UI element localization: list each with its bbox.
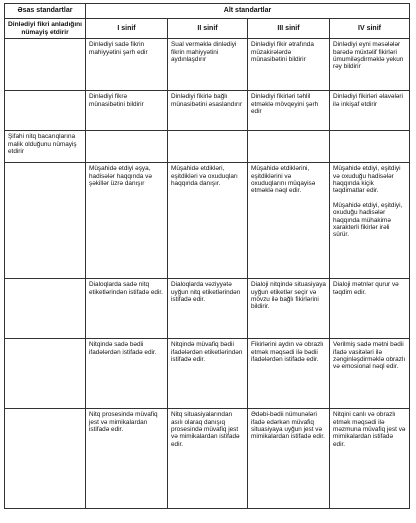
s2-label-cell-4 [5, 409, 86, 509]
s2-r2-g1: Dialoqlarda sadə nitq etiketlərindən istifadə edir. [86, 279, 168, 339]
s1-r2-g3: Dinlədiyi fikirləri təhlil etməklə mövqeyini şərh edir [248, 91, 330, 131]
s2-r2-g3: Dialoji nitqində situasiyaya uyğun etiketlər seçir və mövzu ilə bağlı fikirlərini bildirir. [248, 279, 330, 339]
s2-r4-g4: Nitqini canlı və obrazlı etmək məqsədi ilə məzmuna müvafiq jest və mimikalardan istifadə edir. [330, 409, 410, 509]
s1-r1-g3: Dinlədiyi fikir ətrafında müzakirələrdə münasibətini bildirir [248, 39, 330, 91]
s2-r1-g4 [330, 163, 410, 279]
section1-label-cell-2 [5, 91, 86, 131]
grade-header-3: III sinif [248, 19, 330, 39]
s2-r1-g1: Müşahidə etdiyi əşya, hadisələr haqqında və şəkillər üzrə danışır [86, 163, 168, 279]
s2-r2-g2: Dialoqlarda vəziyyətə uyğun nitq etiketlərindən istifadə edir. [168, 279, 248, 339]
s2-blank-2 [168, 131, 248, 163]
s2-r1-g3: Müşahidə etdiklərini, eşitdiklərini və oxuduqlarını müqayisə etməklə nəql edir. [248, 163, 330, 279]
s2-r1-g4b: Müşahidə etdiyi, eşitdiyi, oxuduğu hadisələr haqqında mühakimə xarakterli fikirlər irəli sürür. [333, 201, 403, 239]
grade-header-4: IV sinif [330, 19, 410, 39]
s2-label-cell-2 [5, 279, 86, 339]
s1-r1-g1: Dinlədiyi sadə fikrin mahiyyətini şərh edir [86, 39, 168, 91]
s2-label-cell-1 [5, 163, 86, 279]
header-alt-standartlar: Alt standartlar [86, 4, 410, 19]
s2-r3-g2: Nitqində müvafiq bədii ifadələrdən etiketlərindən istifadə edir. [168, 339, 248, 409]
s2-r3-g4: Verilmiş sadə mətni bədii ifadə vasitələri ilə zənginləşdirməklə obrazlı və emosional nəql edir. [330, 339, 410, 409]
s2-r1-g2: Müşahidə etdikləri, eşitdikləri və oxuduqları haqqında danışır. [168, 163, 248, 279]
s2-r4-g1: Nitq prosesində müvafiq jest və mimikalardan istifadə edir. [86, 409, 168, 509]
s2-blank-3 [248, 131, 330, 163]
s2-r1-g4a: Müşahidə etdiyi, eşitdiyi və oxuduğu hadisələr haqqında kiçik təqdimatlar edir. [333, 165, 401, 195]
s2-r4-g2: Nitq situasiyalarından asılı olaraq danışıq prosesində müvafiq jest və mimikalardan istifadə edir. [168, 409, 248, 509]
standards-document-page [4, 3, 409, 516]
s1-r2-g1: Dinlədiyi fikrə münasibətini bildirir [86, 91, 168, 131]
s2-r2-g4: Dialoji mətnlər qurur və təqdim edir. [330, 279, 410, 339]
s1-r2-g2: Dinlədiyi fikirlə bağlı münasibətini əsaslandırır [168, 91, 248, 131]
s2-blank-1 [86, 131, 168, 163]
s2-r3-g1: Nitqində sadə bədii ifadələrdən istifadə edir. [86, 339, 168, 409]
header-dinlediyi-fikri: Dinlədiyi fikri anladığını nümayiş etdirir [5, 19, 86, 39]
s2-r4-g3: Ədəbi-bədii nümunələri ifadə edərkən müvafiq situasiyaya uyğun jest və mimikalardan istifadə edir. [248, 409, 330, 509]
section1-label-cell [5, 39, 86, 91]
grade-header-1: I sinif [86, 19, 168, 39]
section2-label: Şifahi nitq bacarıqlarına malik olduğunu nümayiş etdirir [5, 131, 86, 163]
s2-r3-g3: Fikirlərini aydın və obrazlı etmək məqsədi ilə bədii ifadələrdən istifadə edir. [248, 339, 330, 409]
s1-r1-g4: Dinlədiyi eyni məsələlər barədə müxtəlif fikirləri ümumiləşdirməklə yekun rəy bildirir [330, 39, 410, 91]
standards-table [4, 3, 410, 509]
s1-r2-g4: Dinlədiyi fikirləri əlavələri ilə inkişaf etdirir [330, 91, 410, 131]
header-esas-standartlar: Əsas standartlar [5, 4, 86, 19]
s2-label-cell-3 [5, 339, 86, 409]
s2-blank-4 [330, 131, 410, 163]
grade-header-2: II sinif [168, 19, 248, 39]
s1-r1-g2: Sual verməklə dinlədiyi fikrin mahiyyətini aydınlaşdırır [168, 39, 248, 91]
